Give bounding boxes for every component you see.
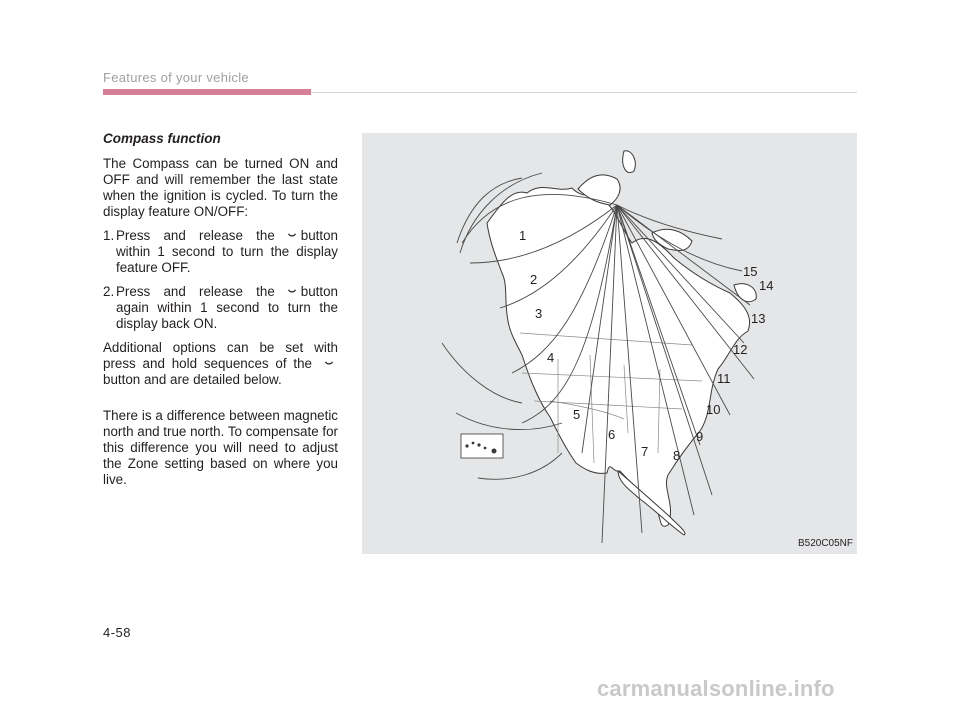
zone-label-3: 3 bbox=[535, 306, 543, 321]
step-2-post-text: button again within 1 second to turn the display back ON. bbox=[116, 284, 338, 331]
zone-label-7: 7 bbox=[641, 444, 649, 459]
step-1-post-text: button within 1 second to turn the display feature OFF. bbox=[116, 228, 338, 275]
compass-zone-map-figure bbox=[362, 133, 857, 554]
compass-button-icon bbox=[324, 361, 334, 369]
zone-label-5: 5 bbox=[573, 407, 581, 422]
step-1-text bbox=[116, 228, 338, 276]
zone-label-14: 14 bbox=[759, 278, 774, 293]
options-post-text: button and are detailed below. bbox=[103, 372, 282, 387]
step-2-number: 2. bbox=[103, 284, 115, 299]
zone-label-12: 12 bbox=[733, 342, 748, 357]
section-header-title: Features of your vehicle bbox=[103, 70, 249, 85]
step-2 bbox=[103, 284, 338, 332]
header-divider-line bbox=[311, 92, 857, 93]
north-america-zone-map bbox=[362, 133, 857, 554]
step-2-pre-text: Press and release the bbox=[116, 284, 275, 299]
zone-label-6: 6 bbox=[608, 427, 616, 442]
compass-button-icon bbox=[287, 289, 297, 297]
zone-label-1: 1 bbox=[519, 228, 527, 243]
page-number: 4-58 bbox=[103, 625, 132, 640]
zone-label-2: 2 bbox=[530, 272, 538, 287]
section-heading: Compass function bbox=[103, 131, 221, 146]
zone-label-8: 8 bbox=[673, 448, 681, 463]
options-pre-text: Additional options can be set with press and hold sequences of the bbox=[103, 340, 338, 371]
header-accent-bar bbox=[103, 89, 311, 95]
compass-button-icon bbox=[287, 233, 297, 241]
step-1-pre-text: Press and release the bbox=[116, 228, 275, 243]
zone-label-4: 4 bbox=[547, 350, 555, 365]
zone-label-11: 11 bbox=[717, 371, 731, 386]
zone-label-15: 15 bbox=[743, 264, 758, 279]
zone-label-9: 9 bbox=[696, 429, 704, 444]
watermark-text: carmanualsonline.info bbox=[597, 676, 835, 701]
text-column bbox=[103, 131, 338, 496]
step-1 bbox=[103, 228, 338, 276]
step-2-text bbox=[116, 284, 338, 332]
zone-label-13: 13 bbox=[751, 311, 766, 326]
difference-paragraph: There is a difference between magnetic north and true north. To compensate for this difference you will need to adjust the Zone setting based on where you live. bbox=[103, 408, 338, 487]
options-paragraph bbox=[103, 340, 338, 388]
intro-paragraph: The Compass can be turned ON and OFF and will remember the last state when the ignition is cycled. To turn the display feature ON/OFF: bbox=[103, 156, 338, 219]
figure-code: B520C05NF bbox=[797, 538, 853, 549]
zone-label-10: 10 bbox=[706, 402, 721, 417]
step-1-number: 1. bbox=[103, 228, 115, 243]
